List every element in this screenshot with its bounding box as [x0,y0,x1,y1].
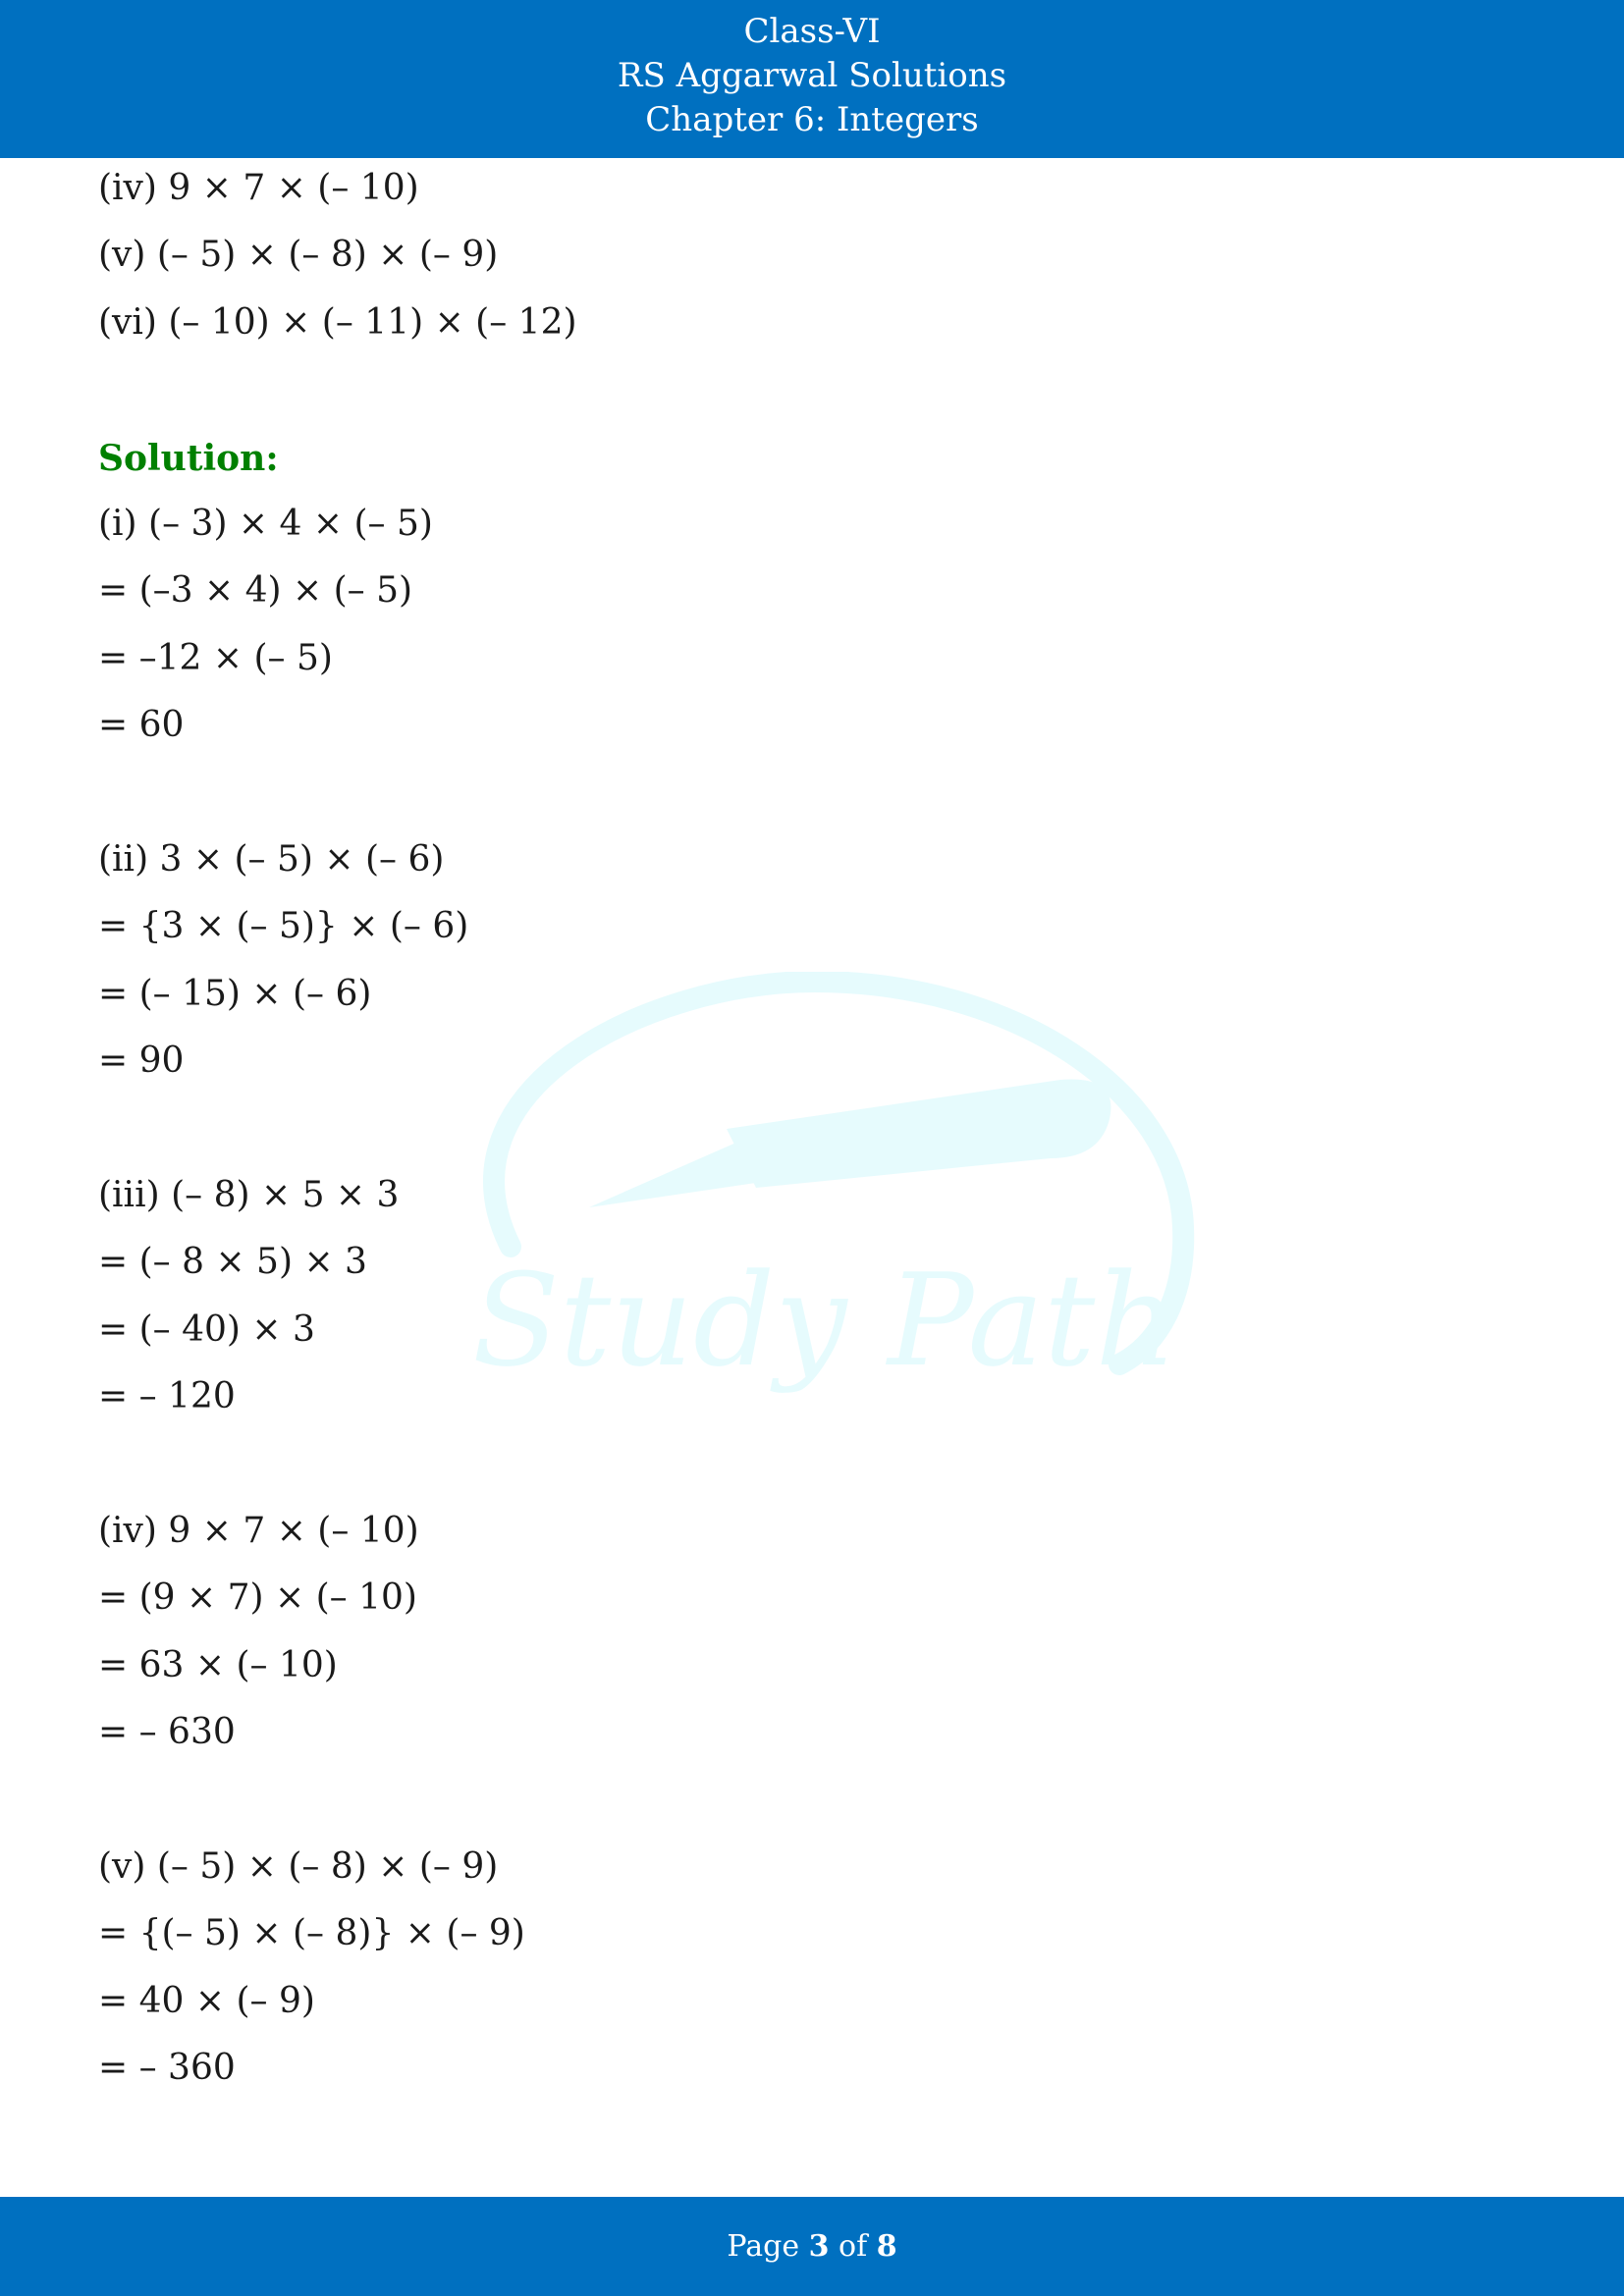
solution-ii-line-4: = 90 [98,1041,185,1081]
question-part-vi: (vi) (– 10) × (– 11) × (– 12) [98,302,577,343]
solution-i-line-1: (i) (– 3) × 4 × (– 5) [98,504,433,544]
solution-v-line-1: (v) (– 5) × (– 8) × (– 9) [98,1846,499,1887]
solution-iv-line-2: = (9 × 7) × (– 10) [98,1577,417,1618]
question-part-iv: (iv) 9 × 7 × (– 10) [98,168,419,208]
header-book: RS Aggarwal Solutions [617,56,1007,95]
solution-iv-line-1: (iv) 9 × 7 × (– 10) [98,1511,419,1551]
total-pages-number: 8 [876,2229,897,2264]
page-of-label: of [829,2229,877,2264]
solution-label: Solution: [98,438,279,479]
solution-v-line-3: = 40 × (– 9) [98,1981,315,2021]
watermark-text: Study Path [471,1246,1178,1395]
solution-iii-line-4: = – 120 [98,1376,236,1416]
pen-icon [589,1080,1110,1208]
solution-ii-line-3: = (– 15) × (– 6) [98,974,372,1014]
solution-i-line-4: = 60 [98,705,185,745]
study-path-watermark [432,972,1198,1443]
solution-iv-line-3: = 63 × (– 10) [98,1645,338,1685]
solution-iii-line-3: = (– 40) × 3 [98,1309,315,1350]
solution-ii-line-2: = {3 × (– 5)} × (– 6) [98,906,469,946]
page-footer [0,2197,1624,2296]
solution-iv-line-4: = – 630 [98,1712,236,1752]
solution-i-line-3: = –12 × (– 5) [98,638,333,678]
header-chapter: Chapter 6: Integers [645,100,979,139]
solution-i-line-2: = (–3 × 4) × (– 5) [98,570,413,611]
page-header [0,0,1624,158]
current-page-number: 3 [808,2229,830,2264]
page-label: Page [727,2229,809,2264]
solution-ii-line-1: (ii) 3 × (– 5) × (– 6) [98,839,445,880]
question-part-v: (v) (– 5) × (– 8) × (– 9) [98,235,499,275]
solution-v-line-4: = – 360 [98,2048,236,2088]
solution-iii-line-2: = (– 8 × 5) × 3 [98,1242,367,1282]
header-class: Class-VI [743,12,881,51]
solution-iii-line-1: (iii) (– 8) × 5 × 3 [98,1175,400,1215]
solution-v-line-2: = {(– 5) × (– 8)} × (– 9) [98,1913,525,1953]
